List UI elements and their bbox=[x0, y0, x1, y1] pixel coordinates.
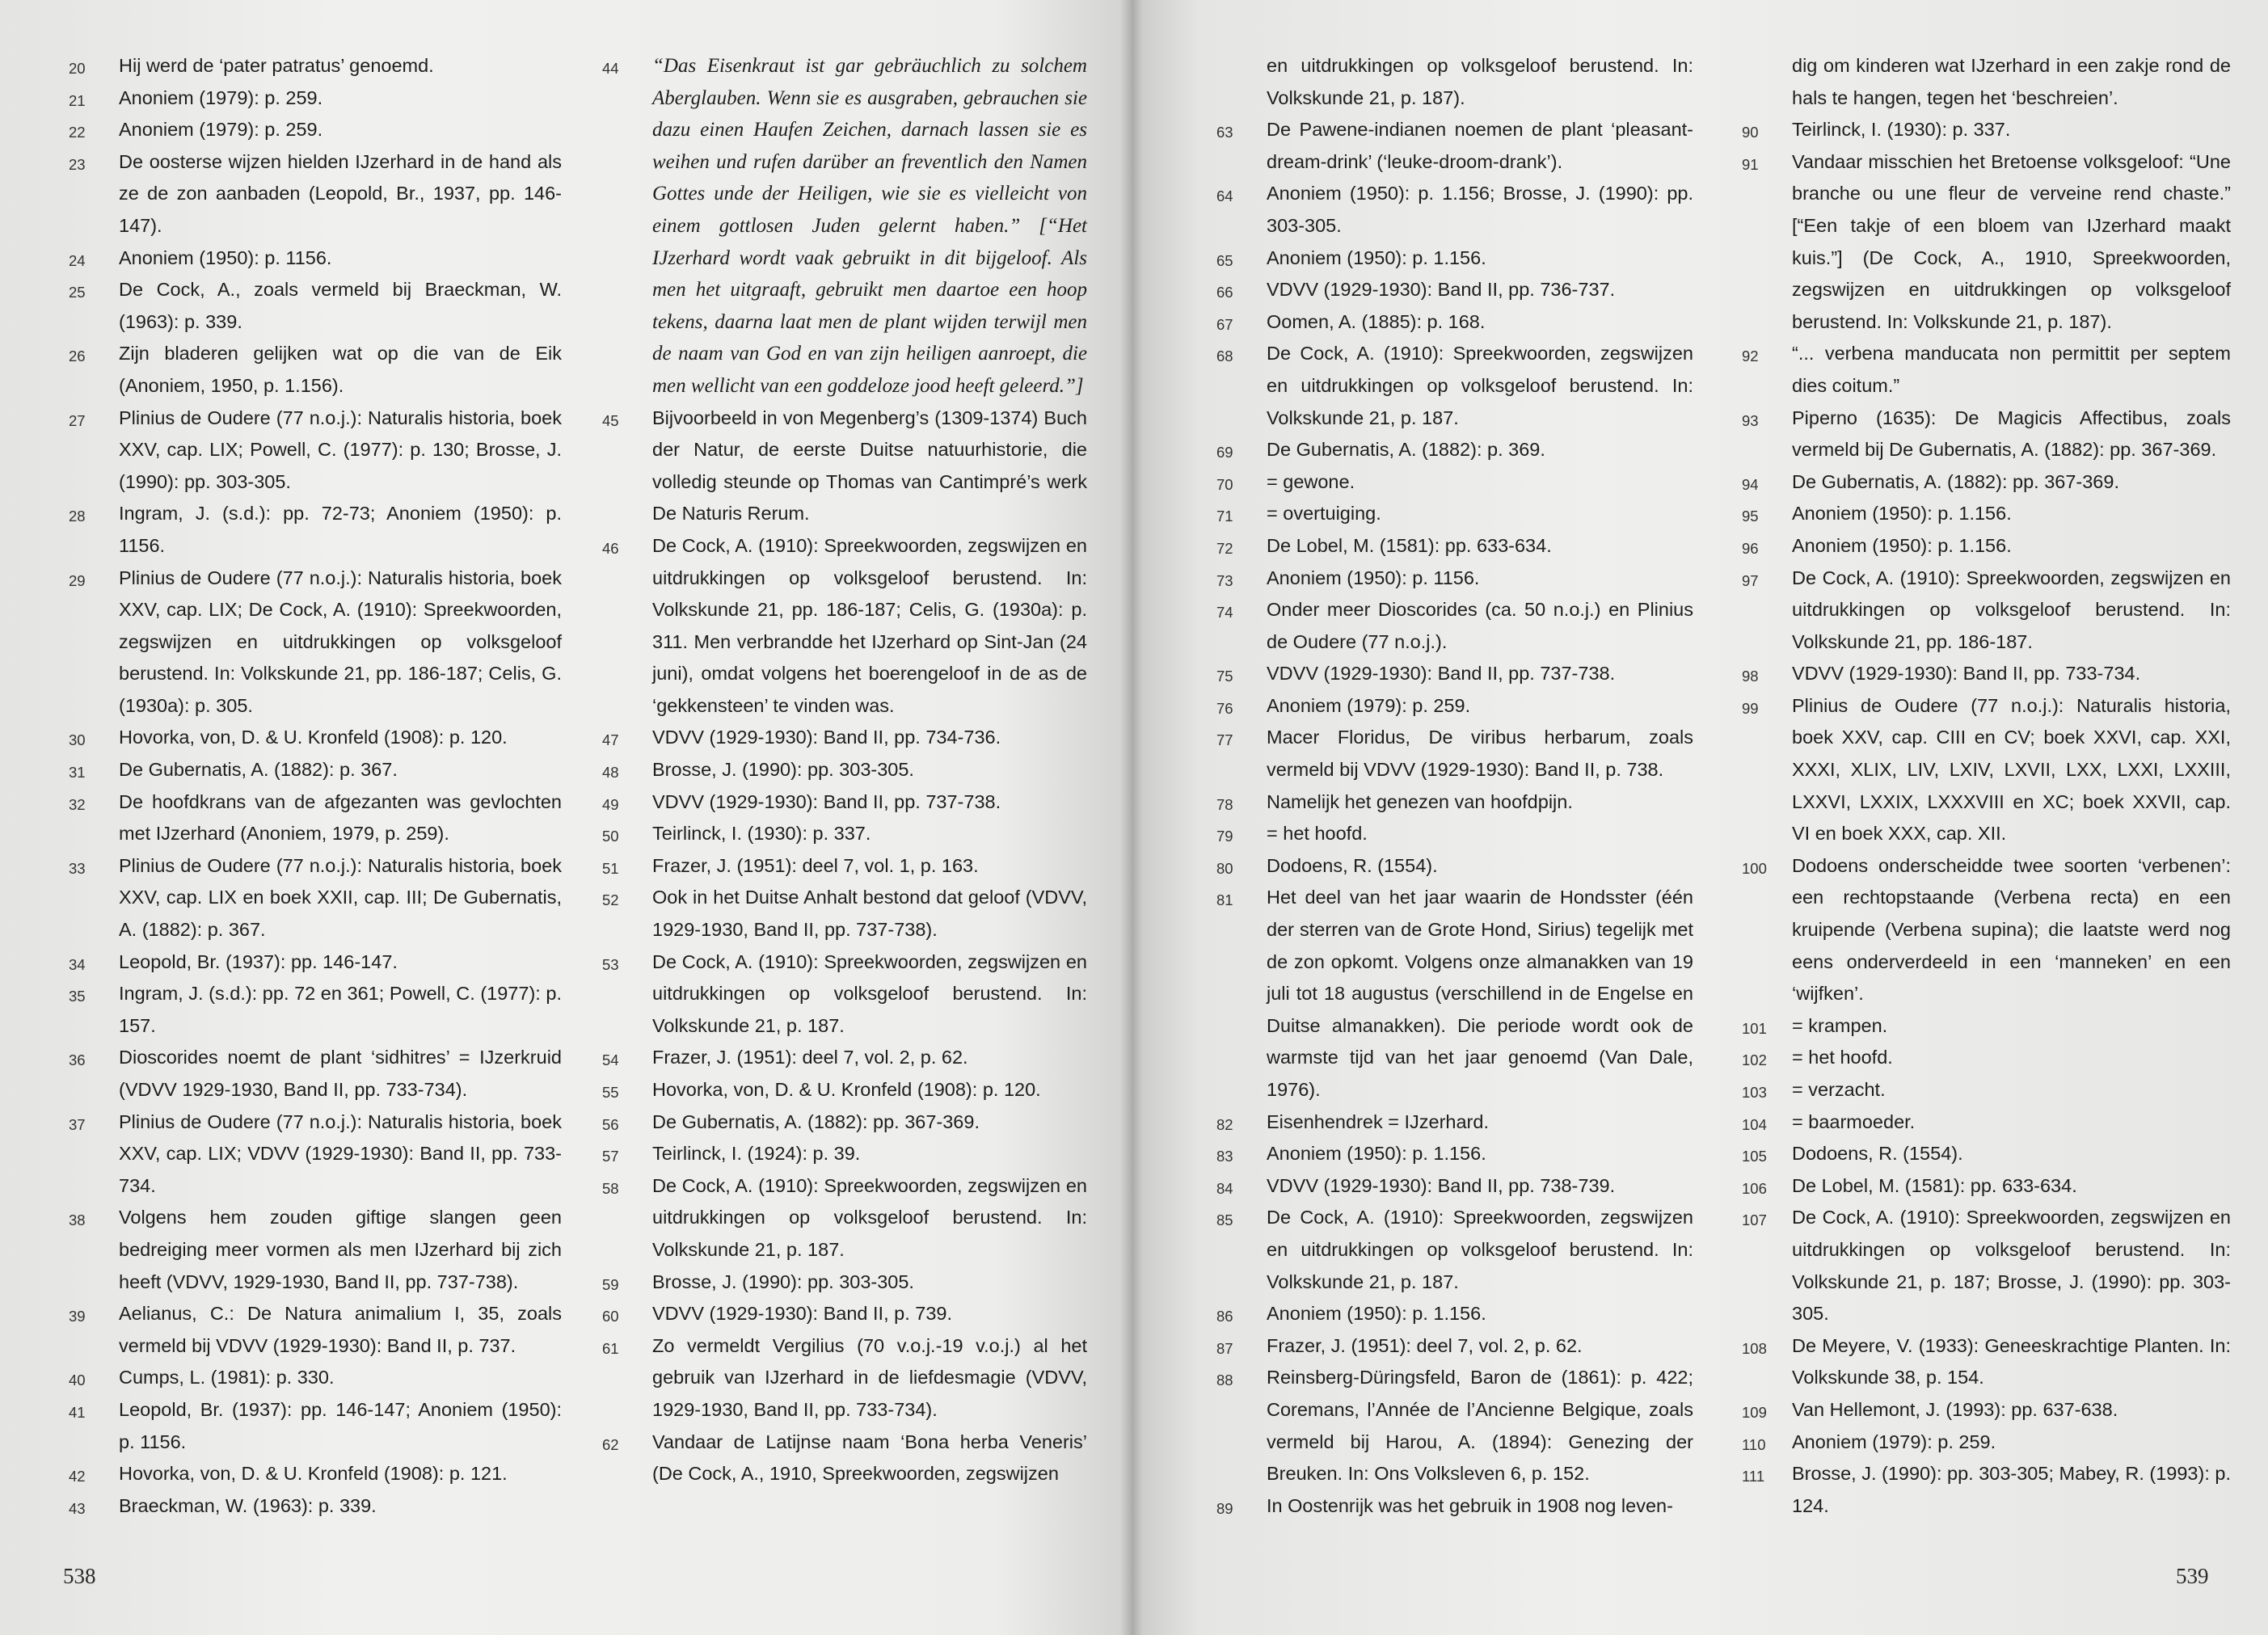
footnote-number: 92 bbox=[1742, 348, 1759, 365]
footnote-number: 83 bbox=[1216, 1148, 1233, 1165]
footnote-number: 60 bbox=[602, 1308, 619, 1325]
footnote bbox=[602, 402, 1087, 530]
footnote bbox=[1216, 818, 1693, 850]
footnote-number: 106 bbox=[1742, 1179, 1767, 1197]
footnote bbox=[1216, 274, 1693, 306]
footnote bbox=[602, 1138, 1087, 1170]
footnote bbox=[69, 1042, 562, 1106]
footnote-text: Zijn bladeren gelijken wat op die van de Eik (Anoniem, 1950, p. 1.156). bbox=[119, 343, 562, 396]
footnote-number: 90 bbox=[1742, 124, 1759, 141]
footnote bbox=[602, 946, 1087, 1043]
footnote-text: = gewone. bbox=[1267, 470, 1355, 492]
footnote-number: 86 bbox=[1216, 1308, 1233, 1325]
footnote-text: Brosse, J. (1990): pp. 303-305; Mabey, R. (1993): p. 124. bbox=[1792, 1463, 2231, 1516]
footnote-number: 59 bbox=[602, 1275, 619, 1293]
footnote-number: 67 bbox=[1216, 315, 1233, 333]
footnote bbox=[69, 850, 562, 946]
footnote bbox=[69, 1106, 562, 1203]
footnote-text: VDVV (1929-1930): Band II, pp. 733-734. bbox=[1792, 663, 2141, 685]
footnote-number: 29 bbox=[69, 571, 86, 589]
footnote-number: 49 bbox=[602, 795, 619, 813]
footnote-text: De hoofdkrans van de afgezanten was gevlochten met IJzerhard (Anoniem, 1979, p. 259). bbox=[119, 790, 562, 845]
footnote bbox=[1216, 114, 1693, 178]
footnote bbox=[1216, 563, 1693, 595]
footnote-text: Leopold, Br. (1937): pp. 146-147. bbox=[119, 950, 398, 972]
footnote-number: 81 bbox=[1216, 891, 1233, 909]
footnote-number: 110 bbox=[1742, 1435, 1766, 1453]
footnote bbox=[1742, 658, 2231, 690]
footnote bbox=[1742, 1106, 2231, 1139]
footnote-text: Dodoens, R. (1554). bbox=[1792, 1143, 1963, 1165]
footnote-number: 51 bbox=[602, 859, 619, 877]
footnote bbox=[1742, 1138, 2231, 1170]
footnote-number: 71 bbox=[1216, 508, 1233, 525]
footnote-text: dig om kinderen wat IJzerhard in een zakje rond de hals te hangen, tegen het ‘beschreien’. bbox=[1792, 55, 2231, 108]
footnote-number: 20 bbox=[69, 60, 86, 77]
footnote-text: Cumps, L. (1981): p. 330. bbox=[119, 1367, 335, 1388]
footnote-text: VDVV (1929-1930): Band II, pp. 736-737. bbox=[1267, 279, 1616, 301]
footnote-text: Teirlinck, I. (1924): p. 39. bbox=[652, 1143, 861, 1165]
footnote-number: 100 bbox=[1742, 859, 1767, 877]
footnote-number: 26 bbox=[69, 348, 86, 365]
footnote-number: 102 bbox=[1742, 1051, 1767, 1069]
footnote bbox=[69, 563, 562, 723]
footnote bbox=[69, 946, 562, 979]
footnote-text: De Meyere, V. (1933): Geneeskrachtige Planten. In: Volkskunde 38, p. 154. bbox=[1792, 1334, 2231, 1388]
footnote-text: Dodoens, R. (1554). bbox=[1267, 854, 1438, 876]
footnote-text: Dioscorides noemt de plant ‘sidhitres’ = IJzerkruid (VDVV 1929-1930, Band II, pp. 733-734). bbox=[119, 1047, 562, 1100]
footnote-number: 62 bbox=[602, 1435, 619, 1453]
footnote bbox=[69, 1458, 562, 1490]
footnote-column-3 bbox=[1216, 50, 1693, 1522]
footnote-text: Anoniem (1979): p. 259. bbox=[119, 86, 323, 108]
footnote bbox=[602, 786, 1087, 819]
footnote-number: 32 bbox=[69, 795, 86, 813]
footnote bbox=[1742, 466, 2231, 499]
footnote bbox=[1742, 850, 2231, 1010]
footnote bbox=[1742, 1426, 2231, 1459]
footnote bbox=[1742, 498, 2231, 530]
footnote-number: 108 bbox=[1742, 1339, 1767, 1357]
footnote bbox=[602, 50, 1087, 402]
footnote-text: Frazer, J. (1951): deel 7, vol. 2, p. 62. bbox=[652, 1047, 968, 1068]
footnote-number: 91 bbox=[1742, 155, 1759, 173]
footnote bbox=[69, 786, 562, 850]
footnote-text: De Cock, A. (1910): Spreekwoorden, zegswijzen en uitdrukkingen op volksgeloof berustend. In: Volkskunde 21, p. 187. bbox=[652, 950, 1087, 1036]
footnote bbox=[1216, 658, 1693, 690]
footnote bbox=[1216, 338, 1693, 434]
footnote-number: 95 bbox=[1742, 508, 1759, 525]
footnote-number: 107 bbox=[1742, 1212, 1767, 1229]
footnote bbox=[1742, 530, 2231, 563]
page-number-left: 538 bbox=[63, 1564, 96, 1588]
footnote-text: Braeckman, W. (1963): p. 339. bbox=[119, 1494, 377, 1516]
footnote bbox=[1742, 1010, 2231, 1043]
footnote-number: 53 bbox=[602, 955, 619, 973]
footnote bbox=[1216, 882, 1693, 1106]
footnote bbox=[602, 1426, 1087, 1490]
footnote-number: 105 bbox=[1742, 1148, 1767, 1165]
footnote-number: 101 bbox=[1742, 1019, 1767, 1037]
footnote bbox=[69, 722, 562, 754]
footnote-text: De oosterse wijzen hielden IJzerhard in de hand als ze de zon aanbaden (Leopold, Br., 1937, pp. 146-147). bbox=[119, 150, 562, 236]
footnote bbox=[1216, 466, 1693, 499]
footnote-number: 37 bbox=[69, 1115, 86, 1133]
footnote-text: Reinsberg-Düringsfeld, Baron de (1861): p. 422; Coremans, l’Année de l’Ancienne Belgique, zoals vermeld bij Harou, A. (1894): Genezing der Breuken. In: Ons Volksleven 6, p. 152. bbox=[1267, 1367, 1693, 1485]
footnote-column-1 bbox=[69, 50, 562, 1522]
footnote-text: De Lobel, M. (1581): pp. 633-634. bbox=[1267, 534, 1552, 556]
footnote-number: 103 bbox=[1742, 1084, 1767, 1101]
footnote bbox=[69, 1490, 562, 1523]
footnote bbox=[69, 754, 562, 786]
footnote-text: = krampen. bbox=[1792, 1014, 1888, 1036]
footnote-number: 43 bbox=[69, 1499, 86, 1517]
footnote-text: De Cock, A. (1910): Spreekwoorden, zegswijzen en uitdrukkingen op volksgeloof berustend. In: Volkskunde 21, p. 187. bbox=[1267, 343, 1693, 428]
footnote bbox=[69, 114, 562, 146]
footnote-text: Anoniem (1950): p. 1.156. bbox=[1792, 503, 2012, 525]
footnote bbox=[1216, 690, 1693, 723]
footnote-number: 55 bbox=[602, 1084, 619, 1101]
footnote bbox=[69, 1394, 562, 1458]
footnote bbox=[69, 1362, 562, 1394]
right-page bbox=[1132, 0, 2268, 1635]
footnote-number: 68 bbox=[1216, 348, 1233, 365]
footnote-number: 46 bbox=[602, 539, 619, 557]
footnote bbox=[1742, 563, 2231, 659]
footnote bbox=[1216, 1138, 1693, 1170]
footnote-text: Plinius de Oudere (77 n.o.j.): Naturalis historia, boek XXV, cap. LIX; VDVV (1929-1930): Band II, pp. 733-734. bbox=[119, 1110, 562, 1196]
footnote bbox=[602, 1074, 1087, 1106]
footnote-text: Anoniem (1950): p. 1.156. bbox=[1267, 247, 1486, 268]
footnote-number: 45 bbox=[602, 411, 619, 429]
footnote-number: 52 bbox=[602, 891, 619, 909]
footnote bbox=[1216, 1362, 1693, 1490]
footnote-text: De Cock, A. (1910): Spreekwoorden, zegswijzen en uitdrukkingen op volksgeloof berustend. In: Volkskunde 21, p. 187. bbox=[1267, 1207, 1693, 1292]
footnote-text: Anoniem (1950): p. 1156. bbox=[119, 247, 332, 268]
footnote-text: Brosse, J. (1990): pp. 303-305. bbox=[652, 1270, 914, 1292]
footnote bbox=[602, 1330, 1087, 1426]
footnote-number: 64 bbox=[1216, 188, 1233, 205]
footnote-text: Eisenhendrek = IJzerhard. bbox=[1267, 1110, 1489, 1132]
footnote bbox=[1216, 1330, 1693, 1363]
footnote-number: 79 bbox=[1216, 828, 1233, 845]
footnote bbox=[1216, 498, 1693, 530]
footnote-number: 41 bbox=[69, 1403, 86, 1421]
footnote-text: Anoniem (1950): p. 1.156. bbox=[1792, 534, 2012, 556]
footnote-number: 25 bbox=[69, 284, 86, 301]
book-gutter bbox=[1120, 0, 1143, 1635]
footnote-text: Piperno (1635): De Magicis Affectibus, zoals vermeld bij De Gubernatis, A. (1882): pp. 367-369. bbox=[1792, 407, 2231, 461]
footnote-column-2 bbox=[602, 50, 1087, 1490]
footnote bbox=[1742, 338, 2231, 402]
footnote-text: = baarmoeder. bbox=[1792, 1110, 1916, 1132]
footnote-text: Plinius de Oudere (77 n.o.j.): Naturalis historia, boek XXV, cap. LIX; Powell, C. (1977): p. 130; Brosse, J. (1990): pp. 303-305. bbox=[119, 407, 562, 492]
footnote-number: 34 bbox=[69, 955, 86, 973]
footnote-text: Frazer, J. (1951): deel 7, vol. 2, p. 62. bbox=[1267, 1334, 1583, 1356]
footnote bbox=[1216, 722, 1693, 786]
footnote-number: 75 bbox=[1216, 668, 1233, 685]
footnote-number: 61 bbox=[602, 1339, 619, 1357]
footnote-number: 36 bbox=[69, 1051, 86, 1069]
footnote bbox=[1742, 1202, 2231, 1329]
footnote-text: VDVV (1929-1930): Band II, pp. 734-736. bbox=[652, 727, 1001, 748]
footnote-text: Namelijk het genezen van hoofdpijn. bbox=[1267, 790, 1573, 812]
footnote-number: 72 bbox=[1216, 539, 1233, 557]
footnote-text: Anoniem (1950): p. 1.156. bbox=[1267, 1303, 1486, 1325]
footnote bbox=[602, 882, 1087, 946]
footnote bbox=[1216, 306, 1693, 339]
footnote bbox=[69, 242, 562, 275]
footnote bbox=[1742, 402, 2231, 466]
footnote bbox=[602, 722, 1087, 754]
footnote-number: 27 bbox=[69, 411, 86, 429]
footnote bbox=[1742, 690, 2231, 850]
footnote-text: Anoniem (1950): p. 1.156; Brosse, J. (1990): pp. 303-305. bbox=[1267, 183, 1693, 236]
footnote-text: Plinius de Oudere (77 n.o.j.): Naturalis historia, boek XXV, cap. CIII en CV; boek XXVI, cap. XXI, XXXI, XLIX, LIV, LXIV, LXVII, LXX, LXXI, LXXIII, LXXVI, LXXIX, LXXXVIII en XC; boek XXVII, cap. VI en boek XXX, cap. XII. bbox=[1792, 694, 2231, 845]
footnote bbox=[602, 1298, 1087, 1330]
footnote-number: 97 bbox=[1742, 571, 1759, 589]
footnote-text: Aelianus, C.: De Natura animalium I, 35, zoals vermeld bij VDVV (1929-1930): Band II, p. 737. bbox=[119, 1303, 562, 1356]
footnote bbox=[1742, 146, 2231, 339]
footnote bbox=[602, 1106, 1087, 1139]
footnote-number: 89 bbox=[1216, 1499, 1233, 1517]
footnote-text: De Cock, A. (1910): Spreekwoorden, zegswijzen en uitdrukkingen op volksgeloof berustend. In: Volkskunde 21, p. 187. bbox=[652, 1174, 1087, 1260]
footnote-text: Anoniem (1979): p. 259. bbox=[1792, 1431, 1996, 1452]
footnote-number: 22 bbox=[69, 124, 86, 141]
footnote-text: VDVV (1929-1930): Band II, pp. 737-738. bbox=[652, 790, 1001, 812]
footnote-number: 23 bbox=[69, 155, 86, 173]
footnote-text: De Cock, A., zoals vermeld bij Braeckman, W. (1963): p. 339. bbox=[119, 279, 562, 332]
footnote-text: Oomen, A. (1885): p. 168. bbox=[1267, 310, 1486, 332]
footnote-number: 42 bbox=[69, 1468, 86, 1485]
footnote bbox=[1216, 786, 1693, 819]
footnote-text: De Cock, A. (1910): Spreekwoorden, zegswijzen en uitdrukkingen op volksgeloof berustend. In: Volkskunde 21, pp. 186-187; Celis, G. (1930a): p. 311. Men verbrandde het IJzerhard op Sint-Jan (24 juni), omdat volgens het boerengeloof in de as de ‘gekkensteen’ te vinden was. bbox=[652, 534, 1087, 716]
footnote-number: 80 bbox=[1216, 859, 1233, 877]
footnote bbox=[69, 82, 562, 115]
footnote-number: 28 bbox=[69, 508, 86, 525]
footnote-number: 77 bbox=[1216, 731, 1233, 749]
footnote-number: 21 bbox=[69, 91, 86, 109]
footnote bbox=[1216, 242, 1693, 275]
footnote-number: 78 bbox=[1216, 795, 1233, 813]
footnote bbox=[1216, 1106, 1693, 1139]
footnote-text: Volgens hem zouden giftige slangen geen bedreiging meer vormen als men IJzerhard bij zich heeft (VDVV, 1929-1930, Band II, pp. 737-738). bbox=[119, 1207, 562, 1292]
footnote-number: 66 bbox=[1216, 284, 1233, 301]
footnote bbox=[1216, 178, 1693, 242]
footnote-text: Ingram, J. (s.d.): pp. 72 en 361; Powell, C. (1977): p. 157. bbox=[119, 983, 562, 1036]
footnote bbox=[1216, 434, 1693, 466]
footnote bbox=[1216, 530, 1693, 563]
footnote bbox=[602, 818, 1087, 850]
footnote bbox=[1216, 50, 1693, 114]
footnote-number: 65 bbox=[1216, 251, 1233, 269]
footnote-text: Anoniem (1950): p. 1156. bbox=[1267, 567, 1480, 588]
footnote-text: Hij werd de ‘pater patratus’ genoemd. bbox=[119, 55, 434, 76]
footnote-text: De Gubernatis, A. (1882): p. 369. bbox=[1267, 439, 1545, 461]
footnote-number: 94 bbox=[1742, 475, 1759, 493]
footnote-number: 48 bbox=[602, 764, 619, 782]
footnote bbox=[69, 50, 562, 82]
footnote-text: Vandaar misschien het Bretoense volksgeloof: “Une branche ou une fleur de verveine rend chaste.” [“Een takje of een bloem van IJzerhard maakt kuis.”] (De Cock, A., 1910, Spreekwoorden, zegswijzen en uitdrukkingen op volksgeloof berustend. In: Volkskunde 21, p. 187). bbox=[1792, 150, 2231, 332]
footnote-text: Leopold, Br. (1937): pp. 146-147; Anoniem (1950): p. 1156. bbox=[119, 1398, 562, 1452]
footnote-text: Het deel van het jaar waarin de Hondsster (één der sterren van de Grote Hond, Sirius) tegelijk met de zon opkomt. Volgens onze almanakken van 19 juli tot 18 augustus (verschillend in de Engelse en Duitse almanakken). Die periode wordt ook de warmste tijd van het jaar genoemd (Van Dale, 1976). bbox=[1267, 887, 1693, 1100]
footnote-text: De Cock, A. (1910): Spreekwoorden, zegswijzen en uitdrukkingen op volksgeloof berustend. In: Volkskunde 21, pp. 186-187. bbox=[1792, 567, 2231, 652]
footnote-number: 50 bbox=[602, 828, 619, 845]
left-page bbox=[0, 0, 1132, 1635]
footnote-number: 69 bbox=[1216, 444, 1233, 461]
footnote-number: 88 bbox=[1216, 1372, 1233, 1389]
footnote-number: 38 bbox=[69, 1212, 86, 1229]
footnote-text: = verzacht. bbox=[1792, 1079, 1886, 1100]
footnote-number: 87 bbox=[1216, 1339, 1233, 1357]
footnote-number: 96 bbox=[1742, 539, 1759, 557]
footnote bbox=[602, 754, 1087, 786]
footnote-text: Ook in het Duitse Anhalt bestond dat geloof (VDVV, 1929-1930, Band II, pp. 737-738). bbox=[652, 887, 1087, 941]
footnote bbox=[1742, 50, 2231, 114]
footnote-text: Zo vermeldt Vergilius (70 v.o.j.-19 v.o.j.) al het gebruik van IJzerhard in de liefdesmagie (VDVV, 1929-1930, Band II, pp. 733-734). bbox=[652, 1334, 1087, 1420]
footnote-text: Plinius de Oudere (77 n.o.j.): Naturalis historia, boek XXV, cap. LIX en boek XXII, cap. III; De Gubernatis, A. (1882): p. 367. bbox=[119, 854, 562, 941]
footnote bbox=[1216, 1170, 1693, 1203]
footnote-number: 47 bbox=[602, 731, 619, 749]
footnote-text: De Lobel, M. (1581): pp. 633-634. bbox=[1792, 1174, 2077, 1196]
footnote-text: en uitdrukkingen op volksgeloof berustend. In: Volkskunde 21, p. 187). bbox=[1267, 55, 1693, 108]
footnote-number: 30 bbox=[69, 731, 86, 749]
footnote-text: VDVV (1929-1930): Band II, p. 739. bbox=[652, 1303, 953, 1325]
footnote bbox=[1216, 1202, 1693, 1298]
footnote-column-4 bbox=[1742, 50, 2231, 1522]
footnote-text: Anoniem (1979): p. 259. bbox=[119, 119, 323, 141]
footnote-number: 111 bbox=[1742, 1468, 1765, 1485]
footnote-number: 24 bbox=[69, 251, 86, 269]
footnote-text: Vandaar de Latijnse naam ‘Bona herba Veneris’ (De Cock, A., 1910, Spreekwoorden, zegswijzen bbox=[652, 1431, 1087, 1485]
footnote-number: 63 bbox=[1216, 124, 1233, 141]
footnote bbox=[69, 978, 562, 1042]
footnote-text: = het hoofd. bbox=[1267, 823, 1368, 845]
footnote-number: 39 bbox=[69, 1308, 86, 1325]
footnote-text: In Oostenrijk was het gebruik in 1908 nog leven- bbox=[1267, 1494, 1673, 1516]
footnote-text: “Das Eisenkraut ist gar gebräuchlich zu solchem Aberglauben. Wenn sie es ausgraben, gebrauchen sie dazu einen Haufen Zeichen, darnach lassen sie es weihen und rufen darüber an freventlich den Namen Gottes unde der Heiligen, wie sie es vielleicht von einem gottlosen Juden gelernt haben.” [“Het IJzerhard wordt vaak gebruikt in dit bijgeloof. Als men het uitgraaft, gebruikt men daartoe een hoop tekens, daarna laat men de plant wijden terwijl men de naam van God en van zijn heiligen aanroept, die men wellicht van een goddeloze jood heeft geleerd.”] bbox=[652, 55, 1087, 397]
footnote-text: Teirlinck, I. (1930): p. 337. bbox=[1792, 119, 2011, 141]
footnote-number: 58 bbox=[602, 1179, 619, 1197]
footnote-number: 82 bbox=[1216, 1115, 1233, 1133]
footnote-number: 56 bbox=[602, 1115, 619, 1133]
footnote-number: 73 bbox=[1216, 571, 1233, 589]
footnote-text: Van Hellemont, J. (1993): pp. 637-638. bbox=[1792, 1398, 2118, 1420]
footnote-text: Onder meer Dioscorides (ca. 50 n.o.j.) en Plinius de Oudere (77 n.o.j.). bbox=[1267, 599, 1693, 652]
footnote bbox=[1216, 850, 1693, 883]
footnote bbox=[1216, 1298, 1693, 1330]
footnote-text: De Gubernatis, A. (1882): pp. 367-369. bbox=[1792, 470, 2119, 492]
footnote-text: Hovorka, von, D. & U. Kronfeld (1908): p. 120. bbox=[652, 1079, 1041, 1100]
footnote-text: “... verbena manducata non permittit per septem dies coitum.” bbox=[1792, 343, 2231, 396]
footnote bbox=[602, 1170, 1087, 1266]
footnote-text: Brosse, J. (1990): pp. 303-305. bbox=[652, 759, 914, 781]
footnote bbox=[69, 274, 562, 338]
footnote-text: VDVV (1929-1930): Band II, pp. 737-738. bbox=[1267, 663, 1616, 685]
footnote bbox=[602, 530, 1087, 723]
footnote-text: Teirlinck, I. (1930): p. 337. bbox=[652, 823, 871, 845]
page-number-right: 539 bbox=[2176, 1564, 2209, 1588]
footnote bbox=[1742, 114, 2231, 146]
footnote-text: Plinius de Oudere (77 n.o.j.): Naturalis historia, boek XXV, cap. LIX; De Cock, A. (1910): Spreekwoorden, zegswijzen en uitdrukkingen op volksgeloof berustend. In: Volkskunde 21, pp. 186-187; Celis, G. (1930a): p. 305. bbox=[119, 567, 562, 716]
footnote-text: = overtuiging. bbox=[1267, 503, 1381, 525]
footnote-number: 70 bbox=[1216, 475, 1233, 493]
footnote bbox=[69, 402, 562, 499]
footnote bbox=[69, 1202, 562, 1298]
footnote-number: 99 bbox=[1742, 699, 1759, 717]
footnote bbox=[1216, 594, 1693, 658]
footnote-text: Hovorka, von, D. & U. Kronfeld (1908): p. 121. bbox=[119, 1463, 508, 1485]
footnote-text: VDVV (1929-1930): Band II, pp. 738-739. bbox=[1267, 1174, 1616, 1196]
footnote bbox=[1742, 1330, 2231, 1394]
footnote-number: 84 bbox=[1216, 1179, 1233, 1197]
footnote-text: Anoniem (1950): p. 1.156. bbox=[1267, 1143, 1486, 1165]
footnote-text: De Gubernatis, A. (1882): p. 367. bbox=[119, 759, 398, 781]
footnote-number: 31 bbox=[69, 764, 86, 782]
footnote-text: = het hoofd. bbox=[1792, 1047, 1893, 1068]
footnote bbox=[69, 498, 562, 562]
footnote-number: 35 bbox=[69, 988, 86, 1005]
footnote bbox=[1742, 1458, 2231, 1522]
footnote-text: Hovorka, von, D. & U. Kronfeld (1908): p. 120. bbox=[119, 727, 508, 748]
footnote bbox=[602, 1266, 1087, 1299]
footnote bbox=[1742, 1042, 2231, 1074]
footnote-text: De Cock, A. (1910): Spreekwoorden, zegswijzen en uitdrukkingen op volksgeloof berustend. In: Volkskunde 21, p. 187; Brosse, J. (1990): pp. 303-305. bbox=[1792, 1207, 2231, 1325]
footnote-number: 40 bbox=[69, 1372, 86, 1389]
footnote bbox=[1742, 1074, 2231, 1106]
footnote bbox=[602, 850, 1087, 883]
footnote-text: De Gubernatis, A. (1882): pp. 367-369. bbox=[652, 1110, 980, 1132]
footnote-number: 93 bbox=[1742, 411, 1759, 429]
footnote-number: 54 bbox=[602, 1051, 619, 1069]
footnote-number: 109 bbox=[1742, 1403, 1767, 1421]
footnote bbox=[69, 338, 562, 402]
footnote-text: Dodoens onderscheidde twee soorten ‘verbenen’: een rechtopstaande (Verbena recta) en een kruipende (Verbena supina); die laatste werd nog eens onderverdeeld in een ‘manneken’ en een ‘wijfken’. bbox=[1792, 854, 2231, 1005]
footnote-number: 98 bbox=[1742, 668, 1759, 685]
footnote bbox=[69, 146, 562, 242]
footnote-text: Macer Floridus, De viribus herbarum, zoals vermeld bij VDVV (1929-1930): Band II, p. 738. bbox=[1267, 727, 1693, 781]
footnote-number: 104 bbox=[1742, 1115, 1767, 1133]
footnote-number: 74 bbox=[1216, 604, 1233, 622]
footnote-text: Bijvoorbeeld in von Megenberg’s (1309-1374) Buch der Natur, de eerste Duitse natuurhistorie, die volledig steunde op Thomas van Cantimpré’s werk De Naturis Rerum. bbox=[652, 407, 1087, 525]
footnote-text: Anoniem (1979): p. 259. bbox=[1267, 694, 1471, 716]
footnote-number: 57 bbox=[602, 1148, 619, 1165]
footnote-text: Frazer, J. (1951): deel 7, vol. 1, p. 163. bbox=[652, 854, 979, 876]
footnote bbox=[1216, 1490, 1693, 1523]
footnote bbox=[1742, 1170, 2231, 1203]
footnote bbox=[1742, 1394, 2231, 1426]
footnote-number: 85 bbox=[1216, 1212, 1233, 1229]
footnote bbox=[69, 1298, 562, 1362]
footnote bbox=[602, 1042, 1087, 1074]
footnote-number: 44 bbox=[602, 60, 619, 77]
footnote-number: 76 bbox=[1216, 699, 1233, 717]
footnote-text: Ingram, J. (s.d.): pp. 72-73; Anoniem (1950): p. 1156. bbox=[119, 503, 562, 556]
footnote-number: 33 bbox=[69, 859, 86, 877]
footnote-text: De Pawene-indianen noemen de plant ‘pleasant-dream-drink’ (‘leuke-droom-drank’). bbox=[1267, 119, 1693, 172]
